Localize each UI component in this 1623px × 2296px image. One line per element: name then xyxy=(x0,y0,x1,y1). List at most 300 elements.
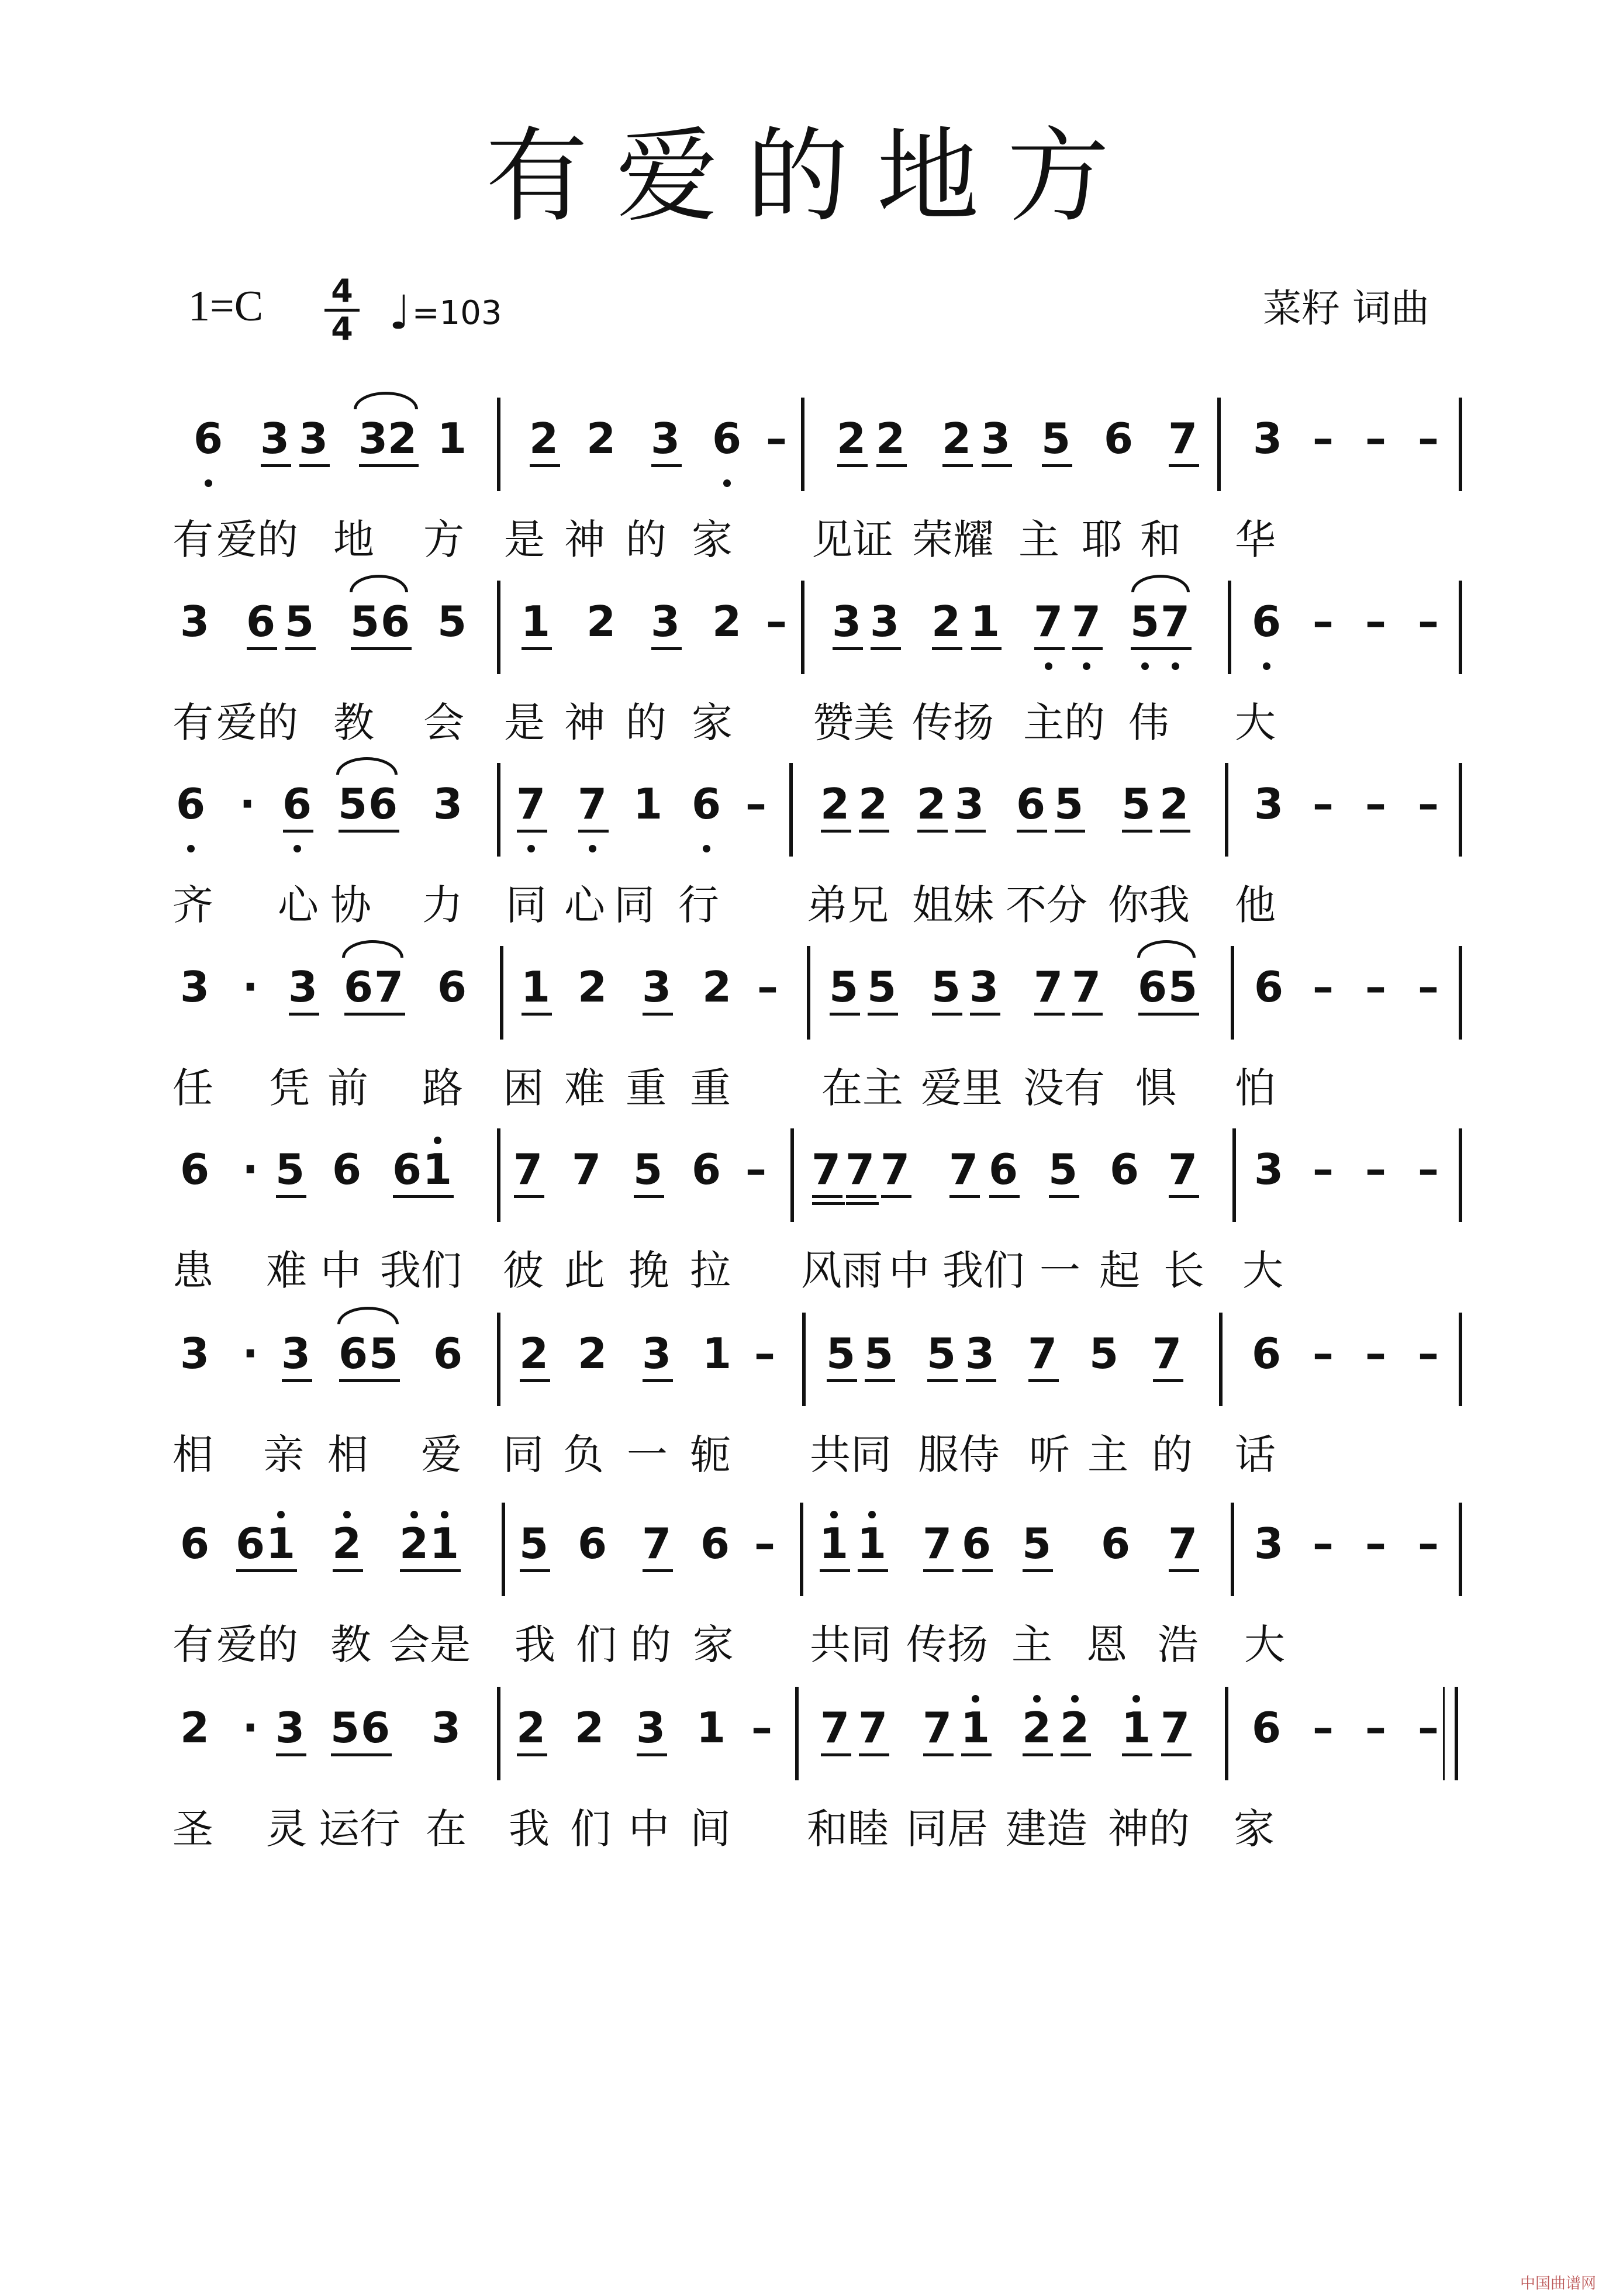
note: 3 xyxy=(980,414,1011,463)
lyric: 难 xyxy=(266,1247,307,1294)
eighth-underline xyxy=(923,1569,954,1572)
note: – xyxy=(1418,779,1439,828)
note: – xyxy=(766,414,787,463)
eighth-underline xyxy=(881,1195,911,1198)
notes-row xyxy=(0,581,1623,674)
lyric: 在主 xyxy=(821,1064,903,1112)
eighth-underline xyxy=(1131,647,1161,650)
note: 1 xyxy=(520,597,551,646)
note: 7 xyxy=(845,1145,875,1194)
note: 6 xyxy=(1100,1519,1131,1568)
note: – xyxy=(1365,1145,1386,1194)
note: 7 xyxy=(1160,1703,1190,1752)
lyric: 前 xyxy=(327,1064,368,1112)
lyric: 伟 xyxy=(1128,699,1169,747)
note: 7 xyxy=(513,1145,543,1194)
note: 6 xyxy=(282,779,312,828)
lyric: 亲 xyxy=(263,1431,304,1479)
lyric: 轭 xyxy=(690,1431,731,1479)
lyric: 和睦 xyxy=(807,1805,889,1853)
lyric: 共同 xyxy=(810,1431,892,1479)
note: 3 xyxy=(954,779,985,828)
note: 6 xyxy=(1251,1703,1282,1752)
note: 6 xyxy=(1251,1329,1282,1378)
note: 2 xyxy=(577,1329,607,1378)
note: 5 xyxy=(1048,1145,1078,1194)
note: 5 xyxy=(828,962,859,1011)
note: 3 xyxy=(650,597,681,646)
note: 3 xyxy=(869,597,900,646)
high-octave-dot xyxy=(1033,1695,1041,1703)
barline xyxy=(497,398,500,491)
note: 1 xyxy=(520,962,551,1011)
eighth-underline xyxy=(1034,647,1065,650)
score-line xyxy=(0,763,1623,950)
lyric: 起 xyxy=(1099,1247,1140,1294)
note: 1 xyxy=(437,414,467,463)
lyric: 大 xyxy=(1242,1247,1283,1294)
eighth-underline xyxy=(283,830,313,833)
lyric: 不分 xyxy=(1006,881,1087,929)
note: 5 xyxy=(1041,414,1071,463)
lyric: 难 xyxy=(564,1064,605,1112)
eighth-underline xyxy=(830,1013,860,1016)
eighth-underline xyxy=(917,830,948,833)
barline xyxy=(1443,1687,1445,1780)
notes-row xyxy=(0,398,1623,491)
lyric: 爱的 xyxy=(216,1621,298,1669)
lyric: 惧 xyxy=(1135,1064,1176,1112)
lyrics-row xyxy=(0,1062,1623,1114)
eighth-underline xyxy=(1055,830,1085,833)
barline xyxy=(502,1503,505,1596)
eighth-underline xyxy=(962,1569,993,1572)
tempo-marking xyxy=(389,285,502,340)
eighth-underline xyxy=(1072,1013,1103,1016)
eighth-underline xyxy=(821,1753,851,1756)
lyric: 相 xyxy=(327,1431,368,1479)
note: 5 xyxy=(368,1329,399,1378)
composer-credit: 菜籽 词曲 xyxy=(1263,286,1429,331)
note: 7 xyxy=(1168,414,1198,463)
barline xyxy=(497,581,500,674)
note: 5 xyxy=(826,1329,856,1378)
eighth-underline xyxy=(1160,830,1190,833)
eighth-underline xyxy=(517,1753,547,1756)
lyric: 没有 xyxy=(1023,1064,1105,1112)
note: 2 xyxy=(586,597,616,646)
lyric: 行 xyxy=(678,881,719,929)
eighth-underline xyxy=(339,830,369,833)
lyric: 大 xyxy=(1235,699,1276,747)
note: 5 xyxy=(437,597,467,646)
eighth-underline xyxy=(989,1195,1020,1198)
lyric: 爱的 xyxy=(216,699,298,747)
barline xyxy=(1225,763,1228,857)
eighth-underline xyxy=(865,1379,895,1382)
note: 6 xyxy=(1103,414,1134,463)
note: – xyxy=(766,597,787,646)
high-octave-dot xyxy=(410,1511,418,1518)
eighth-underline xyxy=(949,1195,980,1198)
barline xyxy=(497,1687,500,1780)
lyric: 圣 xyxy=(172,1805,213,1853)
lyric: 姐妹 xyxy=(912,881,994,929)
barline xyxy=(795,1687,799,1780)
note: 6 xyxy=(343,962,374,1011)
note: 6 xyxy=(1016,779,1046,828)
note: 1 xyxy=(970,597,1000,646)
lyric: 路 xyxy=(422,1064,463,1112)
lyric: 挽 xyxy=(629,1247,669,1294)
sixteenth-underline xyxy=(846,1202,879,1205)
note: 6 xyxy=(1251,597,1282,646)
note: 2 xyxy=(399,1519,429,1568)
note: – xyxy=(1313,779,1334,828)
score-line xyxy=(0,1687,1623,1874)
note: – xyxy=(1313,414,1334,463)
score-line xyxy=(0,946,1623,1133)
lyric: 恩 xyxy=(1086,1621,1127,1669)
note: 6 xyxy=(392,1145,422,1194)
note: · xyxy=(242,962,258,1011)
note: 7 xyxy=(1152,1329,1182,1378)
note: 5 xyxy=(1168,962,1198,1011)
note: 6 xyxy=(712,414,742,463)
lyric: 爱的 xyxy=(216,516,298,564)
lyric: 怕 xyxy=(1235,1064,1276,1112)
eighth-underline xyxy=(837,464,868,467)
lyric: 荣耀 xyxy=(912,516,994,564)
eighth-underline xyxy=(333,1569,363,1572)
note: 7 xyxy=(811,1145,841,1194)
note: 2 xyxy=(858,779,888,828)
note: 7 xyxy=(948,1145,979,1194)
barline xyxy=(1219,1313,1223,1406)
eighth-underline xyxy=(393,1195,423,1198)
lyric: 们 xyxy=(576,1621,617,1669)
note: 5 xyxy=(1089,1329,1119,1378)
barline xyxy=(1459,763,1462,857)
note: 7 xyxy=(571,1145,602,1194)
eighth-underline xyxy=(578,830,609,833)
eighth-underline xyxy=(381,647,412,650)
lyric: 神 xyxy=(564,699,605,747)
notes-row xyxy=(0,946,1623,1040)
lyric: 耶 xyxy=(1082,516,1123,564)
sixteenth-underline xyxy=(812,1202,845,1205)
note: 3 xyxy=(433,779,463,828)
note: 7 xyxy=(577,779,607,828)
note: 6 xyxy=(433,1329,463,1378)
note: – xyxy=(1365,597,1386,646)
lyric: 同 xyxy=(614,881,655,929)
lyric: 中 xyxy=(629,1805,669,1853)
low-octave-dot xyxy=(1172,662,1179,670)
lyric: 相 xyxy=(172,1431,213,1479)
barline xyxy=(1231,1503,1234,1596)
eighth-underline xyxy=(267,1569,297,1572)
lyric: 的 xyxy=(630,1621,671,1669)
note: – xyxy=(1418,962,1439,1011)
eighth-underline xyxy=(932,647,962,650)
note: 5 xyxy=(1130,597,1160,646)
note: 3 xyxy=(641,962,672,1011)
score-line xyxy=(0,1128,1623,1316)
barline xyxy=(790,1128,794,1222)
eighth-underline xyxy=(637,1753,667,1756)
eighth-underline xyxy=(1169,1195,1199,1198)
lyric: 是 xyxy=(504,699,545,747)
note: – xyxy=(1313,962,1334,1011)
lyric: 我们 xyxy=(380,1247,462,1294)
note: · xyxy=(242,1703,258,1752)
note: 2 xyxy=(941,414,972,463)
note: 2 xyxy=(836,414,866,463)
eighth-underline xyxy=(821,830,851,833)
note: 6 xyxy=(360,1703,391,1752)
note: 5 xyxy=(330,1703,360,1752)
notes-row xyxy=(0,1128,1623,1222)
note: – xyxy=(1365,779,1386,828)
lyric: 我 xyxy=(509,1805,550,1853)
note: 3 xyxy=(969,962,999,1011)
note: · xyxy=(242,1329,258,1378)
note: 6 xyxy=(331,1145,362,1194)
eighth-underline xyxy=(1023,1753,1053,1756)
barline xyxy=(497,1313,500,1406)
eighth-underline xyxy=(1153,1379,1183,1382)
lyrics-row xyxy=(0,1803,1623,1855)
note: 3 xyxy=(260,414,290,463)
eighth-underline xyxy=(370,1379,400,1382)
lyric: 浩 xyxy=(1158,1621,1199,1669)
note: 1 xyxy=(696,1703,726,1752)
note: 7 xyxy=(1071,962,1101,1011)
note: 3 xyxy=(281,1329,311,1378)
note: 2 xyxy=(1059,1703,1090,1752)
note: 7 xyxy=(1033,962,1063,1011)
eighth-underline xyxy=(369,830,399,833)
note: 2 xyxy=(574,1703,605,1752)
lyric: 弟兄 xyxy=(807,881,889,929)
note: 3 xyxy=(298,414,329,463)
note: 2 xyxy=(331,1519,362,1568)
note: 5 xyxy=(1021,1519,1052,1568)
eighth-underline xyxy=(247,647,277,650)
eighth-underline xyxy=(514,1195,544,1198)
eighth-underline xyxy=(339,1379,370,1382)
note: 1 xyxy=(857,1519,887,1568)
barline xyxy=(1459,398,1462,491)
lyric: 力 xyxy=(422,881,463,929)
lyrics-row xyxy=(0,879,1623,931)
note: 2 xyxy=(577,962,607,1011)
eighth-underline xyxy=(1122,830,1152,833)
barline xyxy=(789,763,793,857)
lyric: 同居 xyxy=(906,1805,988,1853)
note: – xyxy=(1365,962,1386,1011)
barline xyxy=(1459,946,1462,1040)
eighth-underline xyxy=(1161,1753,1192,1756)
note: 1 xyxy=(429,1519,460,1568)
lyric: 会 xyxy=(423,699,464,747)
barline xyxy=(1459,581,1462,674)
lyric: 共同 xyxy=(810,1621,892,1669)
note: 2 xyxy=(516,1703,546,1752)
note: 7 xyxy=(1033,597,1063,646)
barline xyxy=(1228,581,1231,674)
lyric: 同 xyxy=(503,1431,544,1479)
eighth-underline xyxy=(1042,464,1072,467)
high-octave-dot xyxy=(868,1511,876,1518)
note: 6 xyxy=(988,1145,1018,1194)
lyric: 神 xyxy=(564,516,605,564)
lyric: 和 xyxy=(1140,516,1181,564)
score-line xyxy=(0,398,1623,585)
barline xyxy=(807,946,810,1040)
note: 5 xyxy=(633,1145,663,1194)
score-line xyxy=(0,581,1623,768)
eighth-underline xyxy=(827,1379,857,1382)
lyric: 患 xyxy=(172,1247,213,1294)
lyric: 凭 xyxy=(269,1064,310,1112)
note: 6 xyxy=(380,597,410,646)
eighth-underline xyxy=(871,647,901,650)
note: – xyxy=(1365,1329,1386,1378)
lyric: 有 xyxy=(172,516,213,564)
note: 5 xyxy=(1121,779,1151,828)
score-line xyxy=(0,1313,1623,1500)
lyric: 爱里 xyxy=(921,1064,1003,1112)
high-octave-dot xyxy=(277,1511,285,1518)
note: 6 xyxy=(179,1519,210,1568)
note: – xyxy=(1418,1519,1439,1568)
lyric: 家 xyxy=(693,1621,734,1669)
low-octave-dot xyxy=(1141,662,1149,670)
lyric: 建造 xyxy=(1006,1805,1087,1853)
note: – xyxy=(1313,1329,1334,1378)
note: 5 xyxy=(519,1519,549,1568)
lyric: 家 xyxy=(692,699,733,747)
eighth-underline xyxy=(236,1569,267,1572)
eighth-underline xyxy=(651,647,682,650)
eighth-underline xyxy=(1122,1753,1152,1756)
lyrics-row xyxy=(0,1244,1623,1297)
note: 5 xyxy=(350,597,380,646)
eighth-underline xyxy=(522,647,552,650)
barline xyxy=(802,1313,806,1406)
lyric: 彼 xyxy=(503,1247,544,1294)
lyric: 爱 xyxy=(421,1431,462,1479)
quarter-note-icon: ♩ xyxy=(389,285,411,340)
note: 3 xyxy=(179,597,210,646)
barline xyxy=(1225,1687,1228,1780)
lyric: 们 xyxy=(570,1805,611,1853)
note: 1 xyxy=(265,1519,296,1568)
lyric: 的 xyxy=(626,699,667,747)
high-octave-dot xyxy=(434,1137,441,1144)
barline xyxy=(1459,1128,1462,1222)
eighth-underline xyxy=(961,1753,992,1756)
eighth-underline xyxy=(361,1753,392,1756)
lyrics-row xyxy=(0,1428,1623,1481)
note: 3 xyxy=(179,962,210,1011)
eighth-underline xyxy=(276,1195,306,1198)
note: 7 xyxy=(1071,597,1101,646)
note: 3 xyxy=(275,1703,305,1752)
lyric: 拉 xyxy=(690,1247,731,1294)
note: – xyxy=(1418,1329,1439,1378)
note: 7 xyxy=(880,1145,910,1194)
note: 3 xyxy=(965,1329,995,1378)
note: 6 xyxy=(246,597,276,646)
note: 3 xyxy=(431,1703,461,1752)
lyric: 间 xyxy=(690,1805,731,1853)
note: 3 xyxy=(1253,779,1284,828)
lyric: 会是 xyxy=(389,1621,471,1669)
eighth-underline xyxy=(285,647,316,650)
lyric: 负 xyxy=(563,1431,604,1479)
eighth-underline xyxy=(859,830,889,833)
note: 3 xyxy=(831,597,862,646)
high-octave-dot xyxy=(441,1511,448,1518)
eighth-underline xyxy=(859,1753,889,1756)
lyric: 心 xyxy=(278,881,319,929)
note: 2 xyxy=(702,962,732,1011)
low-octave-dot xyxy=(205,479,212,487)
lyric: 此 xyxy=(564,1247,605,1294)
eighth-underline xyxy=(276,1753,306,1756)
eighth-underline xyxy=(876,464,907,467)
eighth-underline xyxy=(833,647,863,650)
note: 7 xyxy=(1160,597,1190,646)
lyric: 主 xyxy=(1018,516,1059,564)
high-octave-dot xyxy=(1071,1695,1079,1703)
low-octave-dot xyxy=(293,845,301,852)
note: – xyxy=(1418,414,1439,463)
eighth-underline xyxy=(820,1569,850,1572)
notes-row xyxy=(0,1313,1623,1406)
time-signature xyxy=(324,272,360,347)
low-octave-dot xyxy=(187,845,195,852)
note: 1 xyxy=(422,1145,453,1194)
note: – xyxy=(1313,1519,1334,1568)
eighth-underline xyxy=(423,1195,454,1198)
eighth-underline xyxy=(1169,1569,1199,1572)
eighth-underline xyxy=(261,464,291,467)
time-signature-top: 4 xyxy=(331,272,353,309)
notes-row xyxy=(0,1687,1623,1780)
note: – xyxy=(1313,1703,1334,1752)
note: 3 xyxy=(1253,1519,1284,1568)
eighth-underline xyxy=(942,464,973,467)
eighth-underline xyxy=(868,1013,898,1016)
low-octave-dot xyxy=(1263,662,1270,670)
note: – xyxy=(745,1145,766,1194)
note: – xyxy=(1418,597,1439,646)
lyrics-row xyxy=(0,513,1623,566)
note: 5 xyxy=(864,1329,894,1378)
note: 3 xyxy=(636,1703,666,1752)
note: 6 xyxy=(1109,1145,1139,1194)
lyric: 主 xyxy=(1011,1621,1052,1669)
barline xyxy=(1231,946,1234,1040)
note: 1 xyxy=(633,779,663,828)
note: – xyxy=(1365,1703,1386,1752)
eighth-underline xyxy=(955,830,986,833)
note: 6 xyxy=(175,779,206,828)
